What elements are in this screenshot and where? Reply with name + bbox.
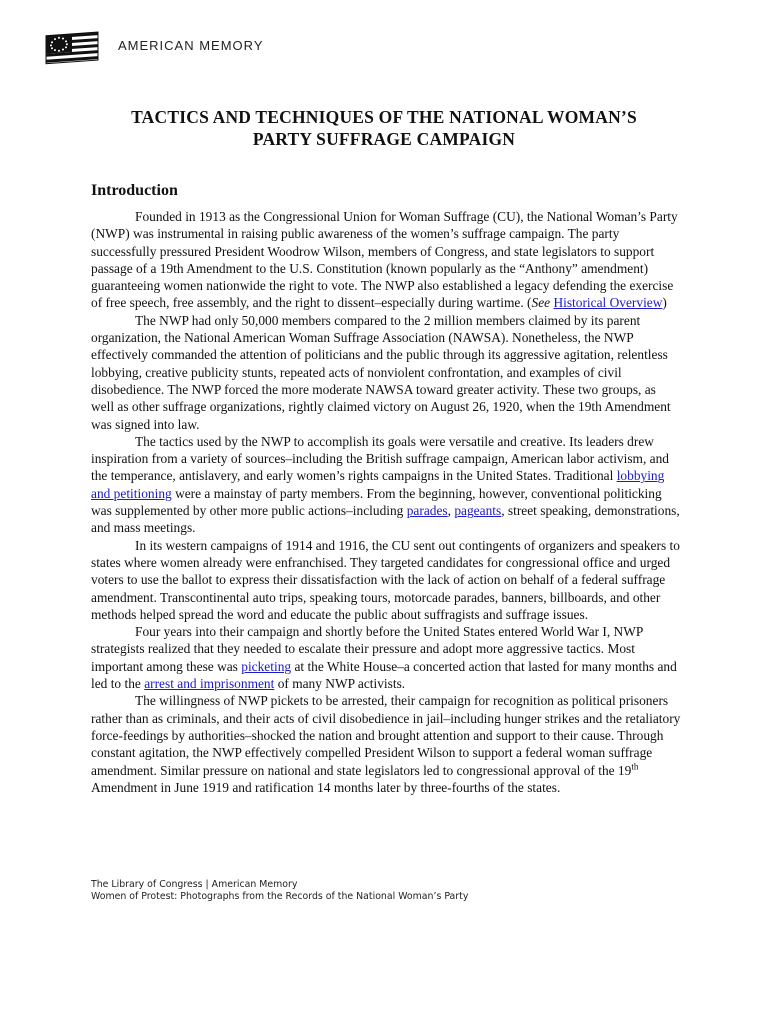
- arrest-and-imprisonment-link[interactable]: arrest and imprisonment: [144, 676, 275, 692]
- paragraph-3: [91, 433, 681, 537]
- page-title: [60, 106, 708, 150]
- american-memory-flag-logo-icon: [42, 28, 100, 66]
- paragraph-text: Founded in 1913 as the Congressional Union for Woman Suffrage (CU), the National Woman’s Party (NWP) was instrumental in raising public awareness of the women’s suffrage campaign. The party successfully pressured President Woodrow Wilson, members of Congress, and state legislators to support passage of a 19th Amendment to the U.S. Constitution (known popularly as the “Anthony” amendment) guaranteeing women nationwide the right to vote. The NWP also established a legacy defending the exercise of free speech, free assembly, and the right to dissent–especially during wartime. (: [91, 209, 678, 311]
- title-line-2: PARTY SUFFRAGE CAMPAIGN: [252, 129, 516, 149]
- paragraph-text: ,: [447, 503, 455, 519]
- article-body: [91, 208, 681, 796]
- paragraph-text: The tactics used by the NWP to accomplish its goals were versatile and creative. Its leaders drew inspiration from a variety of sources–including the British suffrage campaign, American labor activism, and the temperance, antislavery, and early women’s rights campaigns in the United States. Traditional: [91, 433, 669, 484]
- paragraph-text: Four years into their campaign and shortly before the United States entered World War I, NWP strategists realized that they needed to escalate their pressure and adopt more aggressive tactics. Most important among these was: [91, 624, 643, 674]
- historical-overview-link[interactable]: Historical Overview: [553, 295, 663, 311]
- picketing-link[interactable]: picketing: [241, 658, 292, 674]
- title-line-1: TACTICS AND TECHNIQUES OF THE NATIONAL WOMAN’S: [131, 107, 637, 127]
- page-header: [42, 28, 264, 66]
- paragraph-text: at the White House–a concerted action that lasted for many months and led to the: [91, 658, 677, 692]
- paragraph-1: [91, 208, 681, 312]
- paragraph-5: [91, 623, 681, 692]
- paragraph-2: [91, 312, 681, 433]
- paragraph-text: were a mainstay of party members. From the beginning, however, conventional politicking was supplemented by other more public actions–including: [91, 485, 662, 519]
- paragraph-text: Amendment in June 1919 and ratification 14 months later by three-fourths of the states.: [91, 779, 561, 795]
- paragraph-text: ): [662, 295, 667, 311]
- paragraph-text: of many NWP activists.: [274, 676, 406, 692]
- footer-line-2: Women of Protest: Photographs from the Records of the National Woman’s Party: [91, 891, 469, 902]
- see-label: See: [531, 295, 551, 311]
- paragraph-text: In its western campaigns of 1914 and 1916, the CU sent out contingents of organizers and speakers to states where women already were enfranchised. They targeted candidates for congressional office and urged voters to use the ballot to express their dissatisfaction with the lack of action on behalf of a federal suffrage amendment. Transcontinental auto trips, speaking tours, motorcade parades, banners, billboards, and other methods helped spread the word and educate the public about suffragists and suffrage issues.: [91, 537, 680, 622]
- paragraph-text: The willingness of NWP pickets to be arrested, their campaign for recognition as political prisoners rather than as criminals, and their acts of civil disobedience in jail–including hunger strikes and the retaliatory force-feedings by authorities–shocked the nation and brought attention and support to their cause. Through constant agitation, the NWP effectively compelled President Wilson to support a federal woman suffrage amendment. Similar pressure on national and state legislators led to congressional approval of the 19: [91, 693, 681, 778]
- pageants-link[interactable]: pageants: [454, 503, 502, 519]
- paragraph-6: [91, 692, 681, 796]
- site-brand: AMERICAN MEMORY: [118, 37, 264, 53]
- paragraph-4: [91, 537, 681, 623]
- section-heading: Introduction: [91, 182, 178, 199]
- lobbying-and-petitioning-link[interactable]: lobbying and petitioning: [91, 468, 665, 501]
- paragraph-text: The NWP had only 50,000 members compared to the 2 million members claimed by its parent organization, the National American Woman Suffrage Association (NAWSA). Nonetheless, the NWP effectively commanded the attention of politicians and the public through its aggressive agitation, relentless lobbying, creative publicity stunts, repeated acts of nonviolent confrontation, and examples of civil disobedience. The NWP forced the more moderate NAWSA toward greater activity. These two groups, as well as other suffrage organizations, rightly claimed victory on August 26, 1920, when the 19th Amendment was signed into law.: [91, 312, 671, 432]
- parades-link[interactable]: parades: [406, 503, 448, 519]
- footer-line-1: The Library of Congress | American Memory: [91, 879, 298, 890]
- superscript: th: [631, 761, 639, 772]
- page-footer: [91, 879, 468, 903]
- paragraph-text: , street speaking, demonstrations, and mass meetings.: [91, 503, 680, 536]
